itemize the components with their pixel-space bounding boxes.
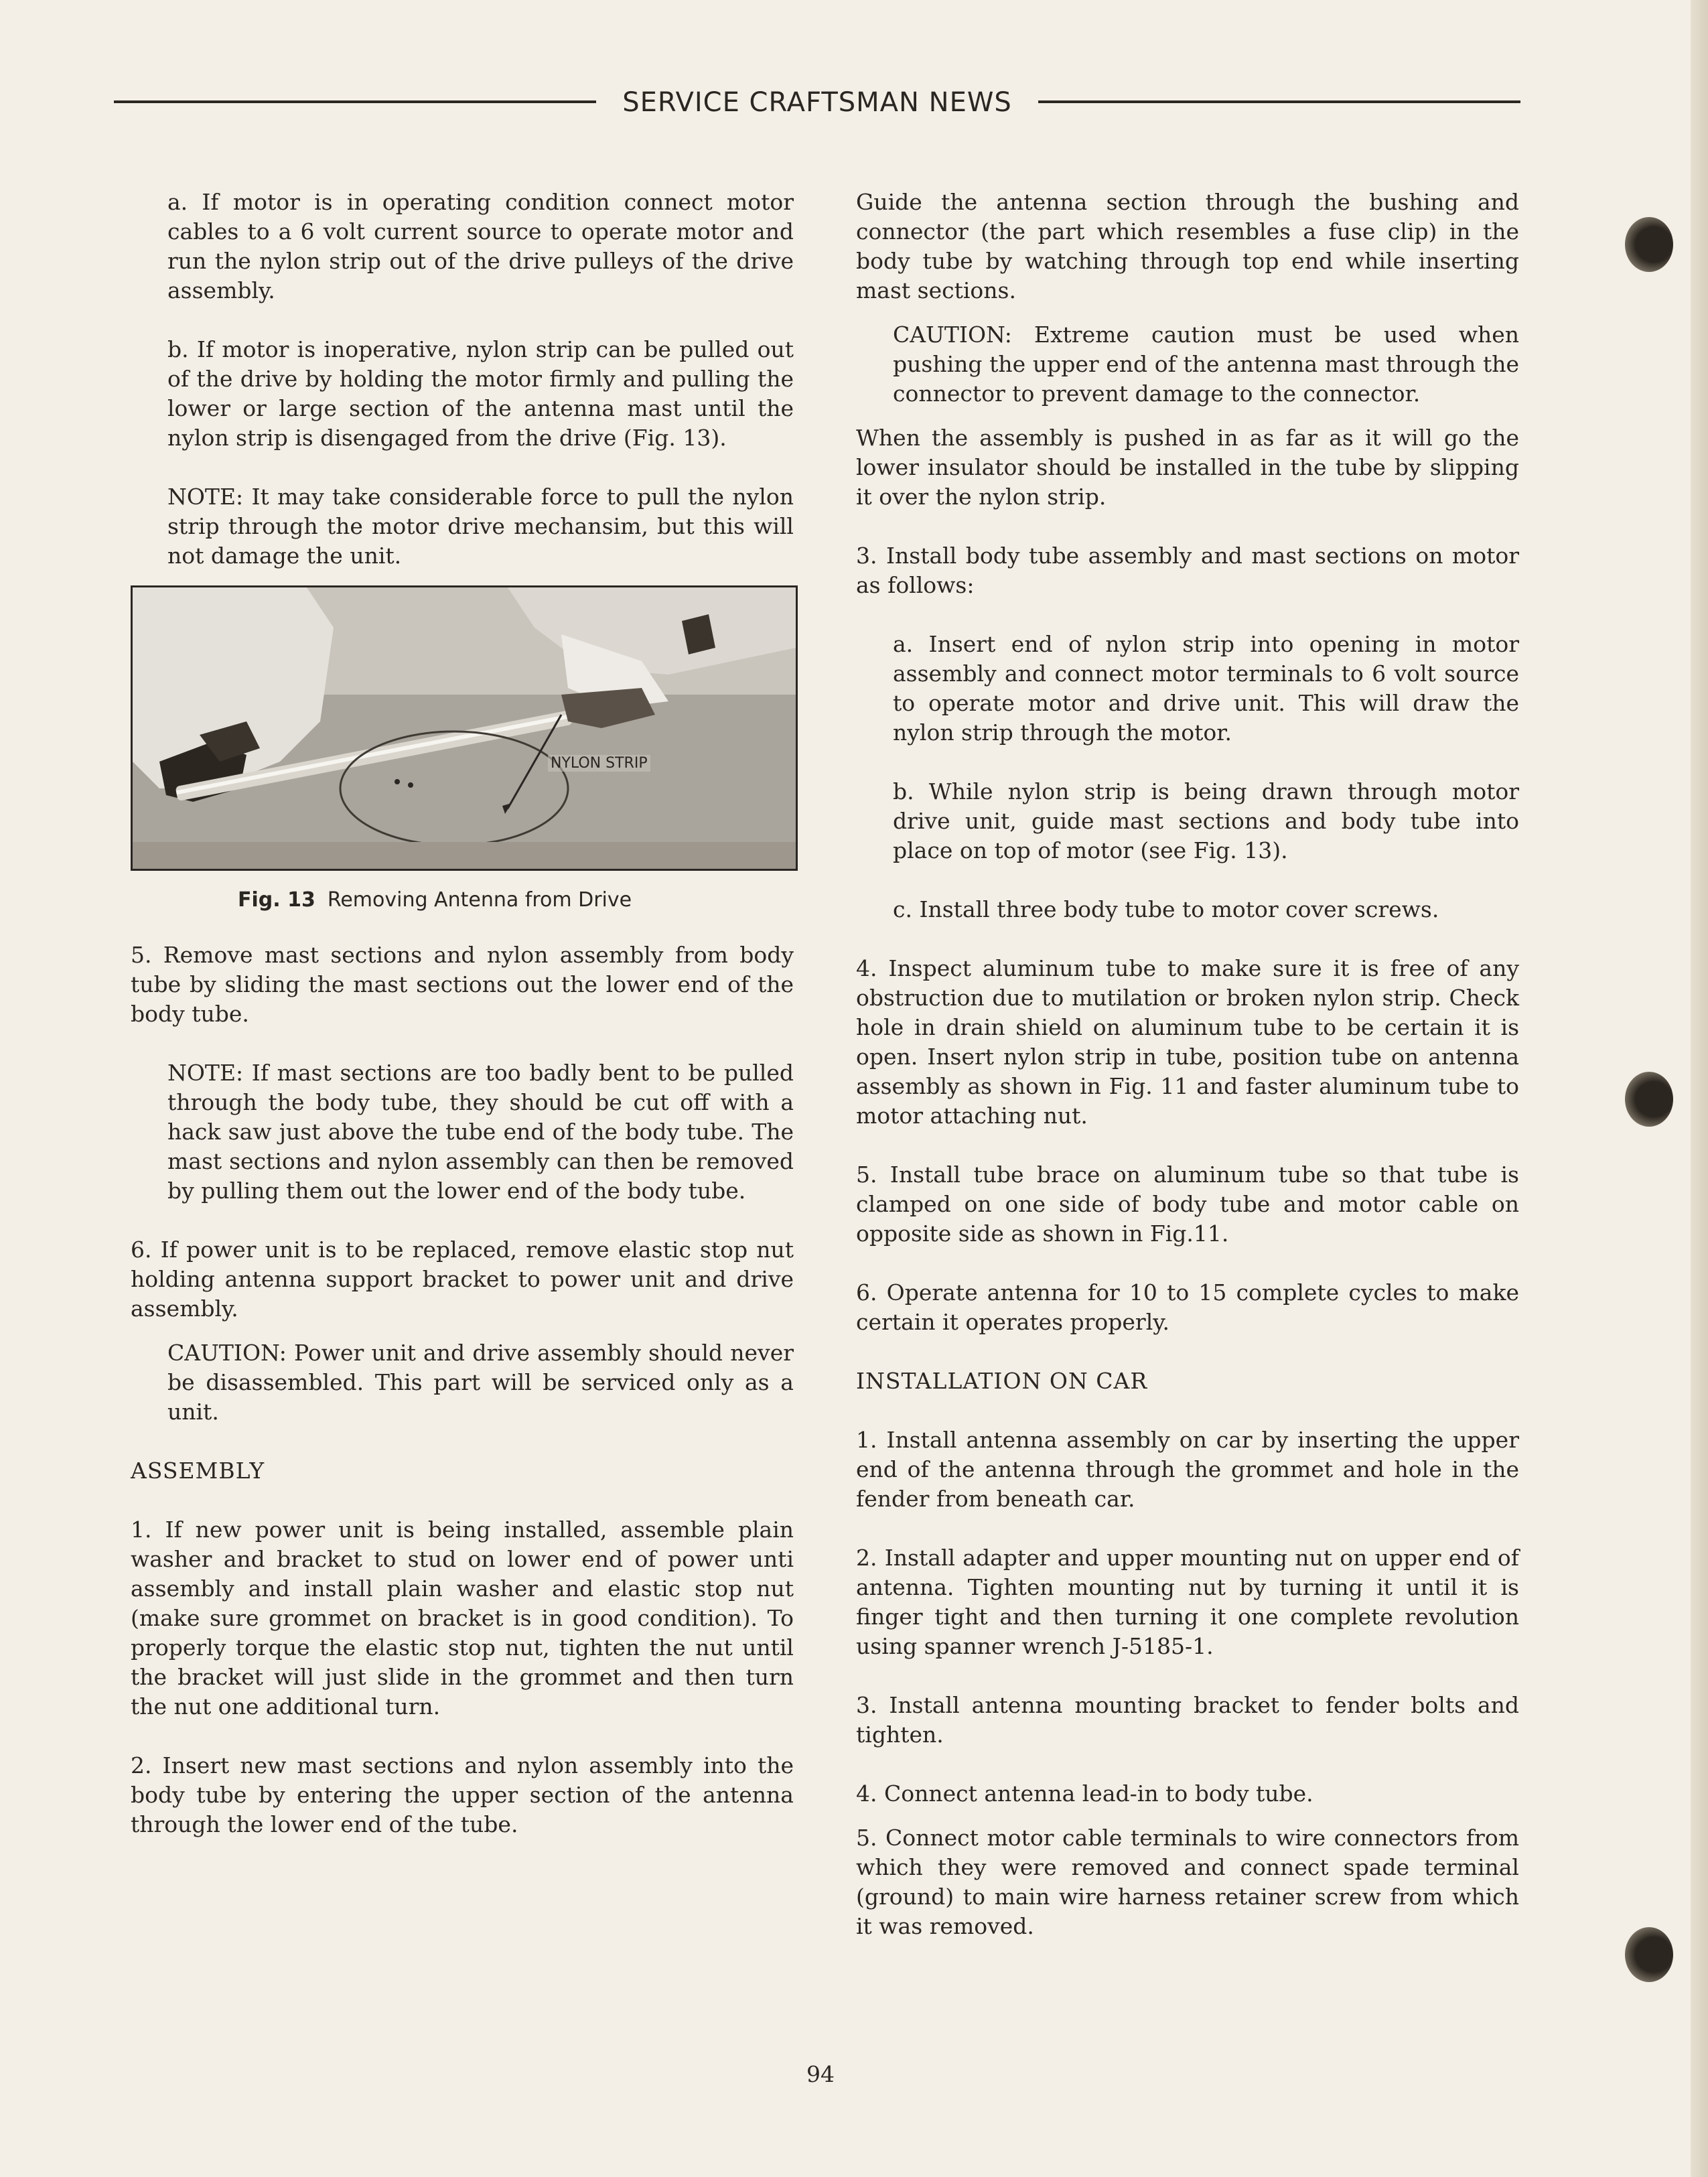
- binder-hole-bottom: [1625, 1927, 1673, 1982]
- figure-caption: [238, 887, 794, 914]
- figure-caption-text: Removing Antenna from Drive: [327, 888, 632, 912]
- caution-power-unit-paragraph: CAUTION: Power unit and drive assembly should never be disassembled. This part will be serviced only as a unit.: [167, 1340, 794, 1425]
- install-step-5-paragraph: 5. Connect motor cable terminals to wire connectors from which they were removed and connect spade terminal (ground) to main wire harness retainer screw from which it was removed.: [856, 1825, 1519, 1939]
- assembly-step-3c-paragraph: c. Install three body tube to motor cover screws.: [893, 896, 1439, 922]
- page-header: [114, 86, 1520, 126]
- right-column: [856, 188, 1519, 1971]
- antenna-removal-illustration: [133, 587, 796, 869]
- assembly-step-6-paragraph: 6. Operate antenna for 10 to 15 complete cycles to make certain it operates properly.: [856, 1279, 1519, 1335]
- assembly-step-3b-paragraph: b. While nylon strip is being drawn through motor drive unit, guide mast sections and body tube into place on top of motor (see Fig. 13).: [893, 778, 1519, 863]
- install-step-1-paragraph: 1. Install antenna assembly on car by inserting the upper end of the antenna through the grommet and hole in the fender from beneath car.: [856, 1427, 1519, 1512]
- header-rule-right: [1038, 100, 1520, 103]
- note-paragraph: NOTE: It may take considerable force to pull the nylon strip through the motor drive mechansim, but this will not damage the unit.: [167, 484, 794, 569]
- install-step-2-paragraph: 2. Install adapter and upper mounting nut on upper end of antenna. Tighten mounting nut by turning it until it is finger tight and then turning it one complete revolution using spanner wrench J-5185-1.: [856, 1545, 1519, 1659]
- step-5-paragraph: 5. Remove mast sections and nylon assembly from body tube by sliding the mast sections out the lower end of the body tube.: [131, 942, 794, 1027]
- figure-number: Fig. 13: [238, 888, 315, 912]
- step-4a-paragraph: a. If motor is in operating condition connect motor cables to a 6 volt current source to operate motor and run the nylon strip out of the drive pulleys of the drive assembly.: [167, 189, 794, 303]
- assembly-step-5-paragraph: 5. Install tube brace on aluminum tube so that tube is clamped on one side of body tube and motor cable on opposite side as shown in Fig.11.: [856, 1162, 1519, 1247]
- assembly-step-2-paragraph: 2. Insert new mast sections and nylon assembly into the body tube by entering the upper section of the antenna through the lower end of the tube.: [131, 1752, 794, 1837]
- install-step-4-paragraph: 4. Connect antenna lead-in to body tube.: [856, 1780, 1313, 1807]
- lower-insulator-paragraph: When the assembly is pushed in as far as it will go the lower insulator should be installed in the tube by slipping it over the nylon strip.: [856, 425, 1519, 510]
- page-number: 94: [806, 2061, 835, 2087]
- install-step-3-paragraph: 3. Install antenna mounting bracket to fender bolts and tighten.: [856, 1692, 1519, 1748]
- left-column: [131, 188, 794, 1869]
- installation-heading: INSTALLATION ON CAR: [856, 1368, 1148, 1394]
- header-rule-left: [114, 100, 596, 103]
- caution-connector-paragraph: CAUTION: Extreme caution must be used when pushing the upper end of the antenna mast through the connector to prevent damage to the connector.: [893, 322, 1519, 407]
- binder-hole-top: [1625, 217, 1673, 272]
- assembly-heading: ASSEMBLY: [131, 1458, 265, 1484]
- assembly-step-1-paragraph: 1. If new power unit is being installed, assemble plain washer and bracket to stud on lower end of power unti assembly and install plain washer and elastic stop nut (make sure grommet on bracket is in good condition). To properly torque the elastic stop nut, tighten the nut until the bracket will just slide in the grommet and then turn the nut one additional turn.: [131, 1517, 794, 1719]
- assembly-step-3-paragraph: 3. Install body tube assembly and mast sections on motor as follows:: [856, 543, 1519, 598]
- step-4b-paragraph: b. If motor is inoperative, nylon strip can be pulled out of the drive by holding the motor firmly and pulling the lower or large section of the antenna mast until the nylon strip is disengaged from the drive (Fig. 13).: [167, 336, 794, 451]
- publication-title: SERVICE CRAFTSMAN NEWS: [622, 87, 1012, 118]
- figure-13-photo: [131, 585, 798, 871]
- page-edge: [1691, 0, 1708, 2177]
- guide-paragraph: Guide the antenna section through the bushing and connector (the part which resembles a fuse clip) in the body tube by watching through top end while inserting mast sections.: [856, 189, 1519, 303]
- assembly-step-3a-paragraph: a. Insert end of nylon strip into opening in motor assembly and connect motor terminals to 6 volt source to operate motor and drive unit. This will draw the nylon strip through the motor.: [893, 631, 1519, 746]
- step-6-paragraph: 6. If power unit is to be replaced, remove elastic stop nut holding antenna support bracket to power unit and drive assembly.: [131, 1237, 794, 1322]
- nylon-strip-callout: NYLON STRIP: [548, 755, 650, 772]
- binder-hole-middle: [1625, 1072, 1673, 1127]
- note-bent-mast-paragraph: NOTE: If mast sections are too badly bent to be pulled through the body tube, they should be cut off with a hack saw just above the tube end of the body tube. The mast sections and nylon assembly can then be removed by pulling them out the lower end of the body tube.: [167, 1060, 794, 1204]
- assembly-step-4-paragraph: 4. Inspect aluminum tube to make sure it is free of any obstruction due to mutilation or broken nylon strip. Check hole in drain shield on aluminum tube to be certain it is open. Insert nylon strip in tube, position tube on antenna assembly as shown in Fig. 11 and faster aluminum tube to motor attaching nut.: [856, 955, 1519, 1129]
